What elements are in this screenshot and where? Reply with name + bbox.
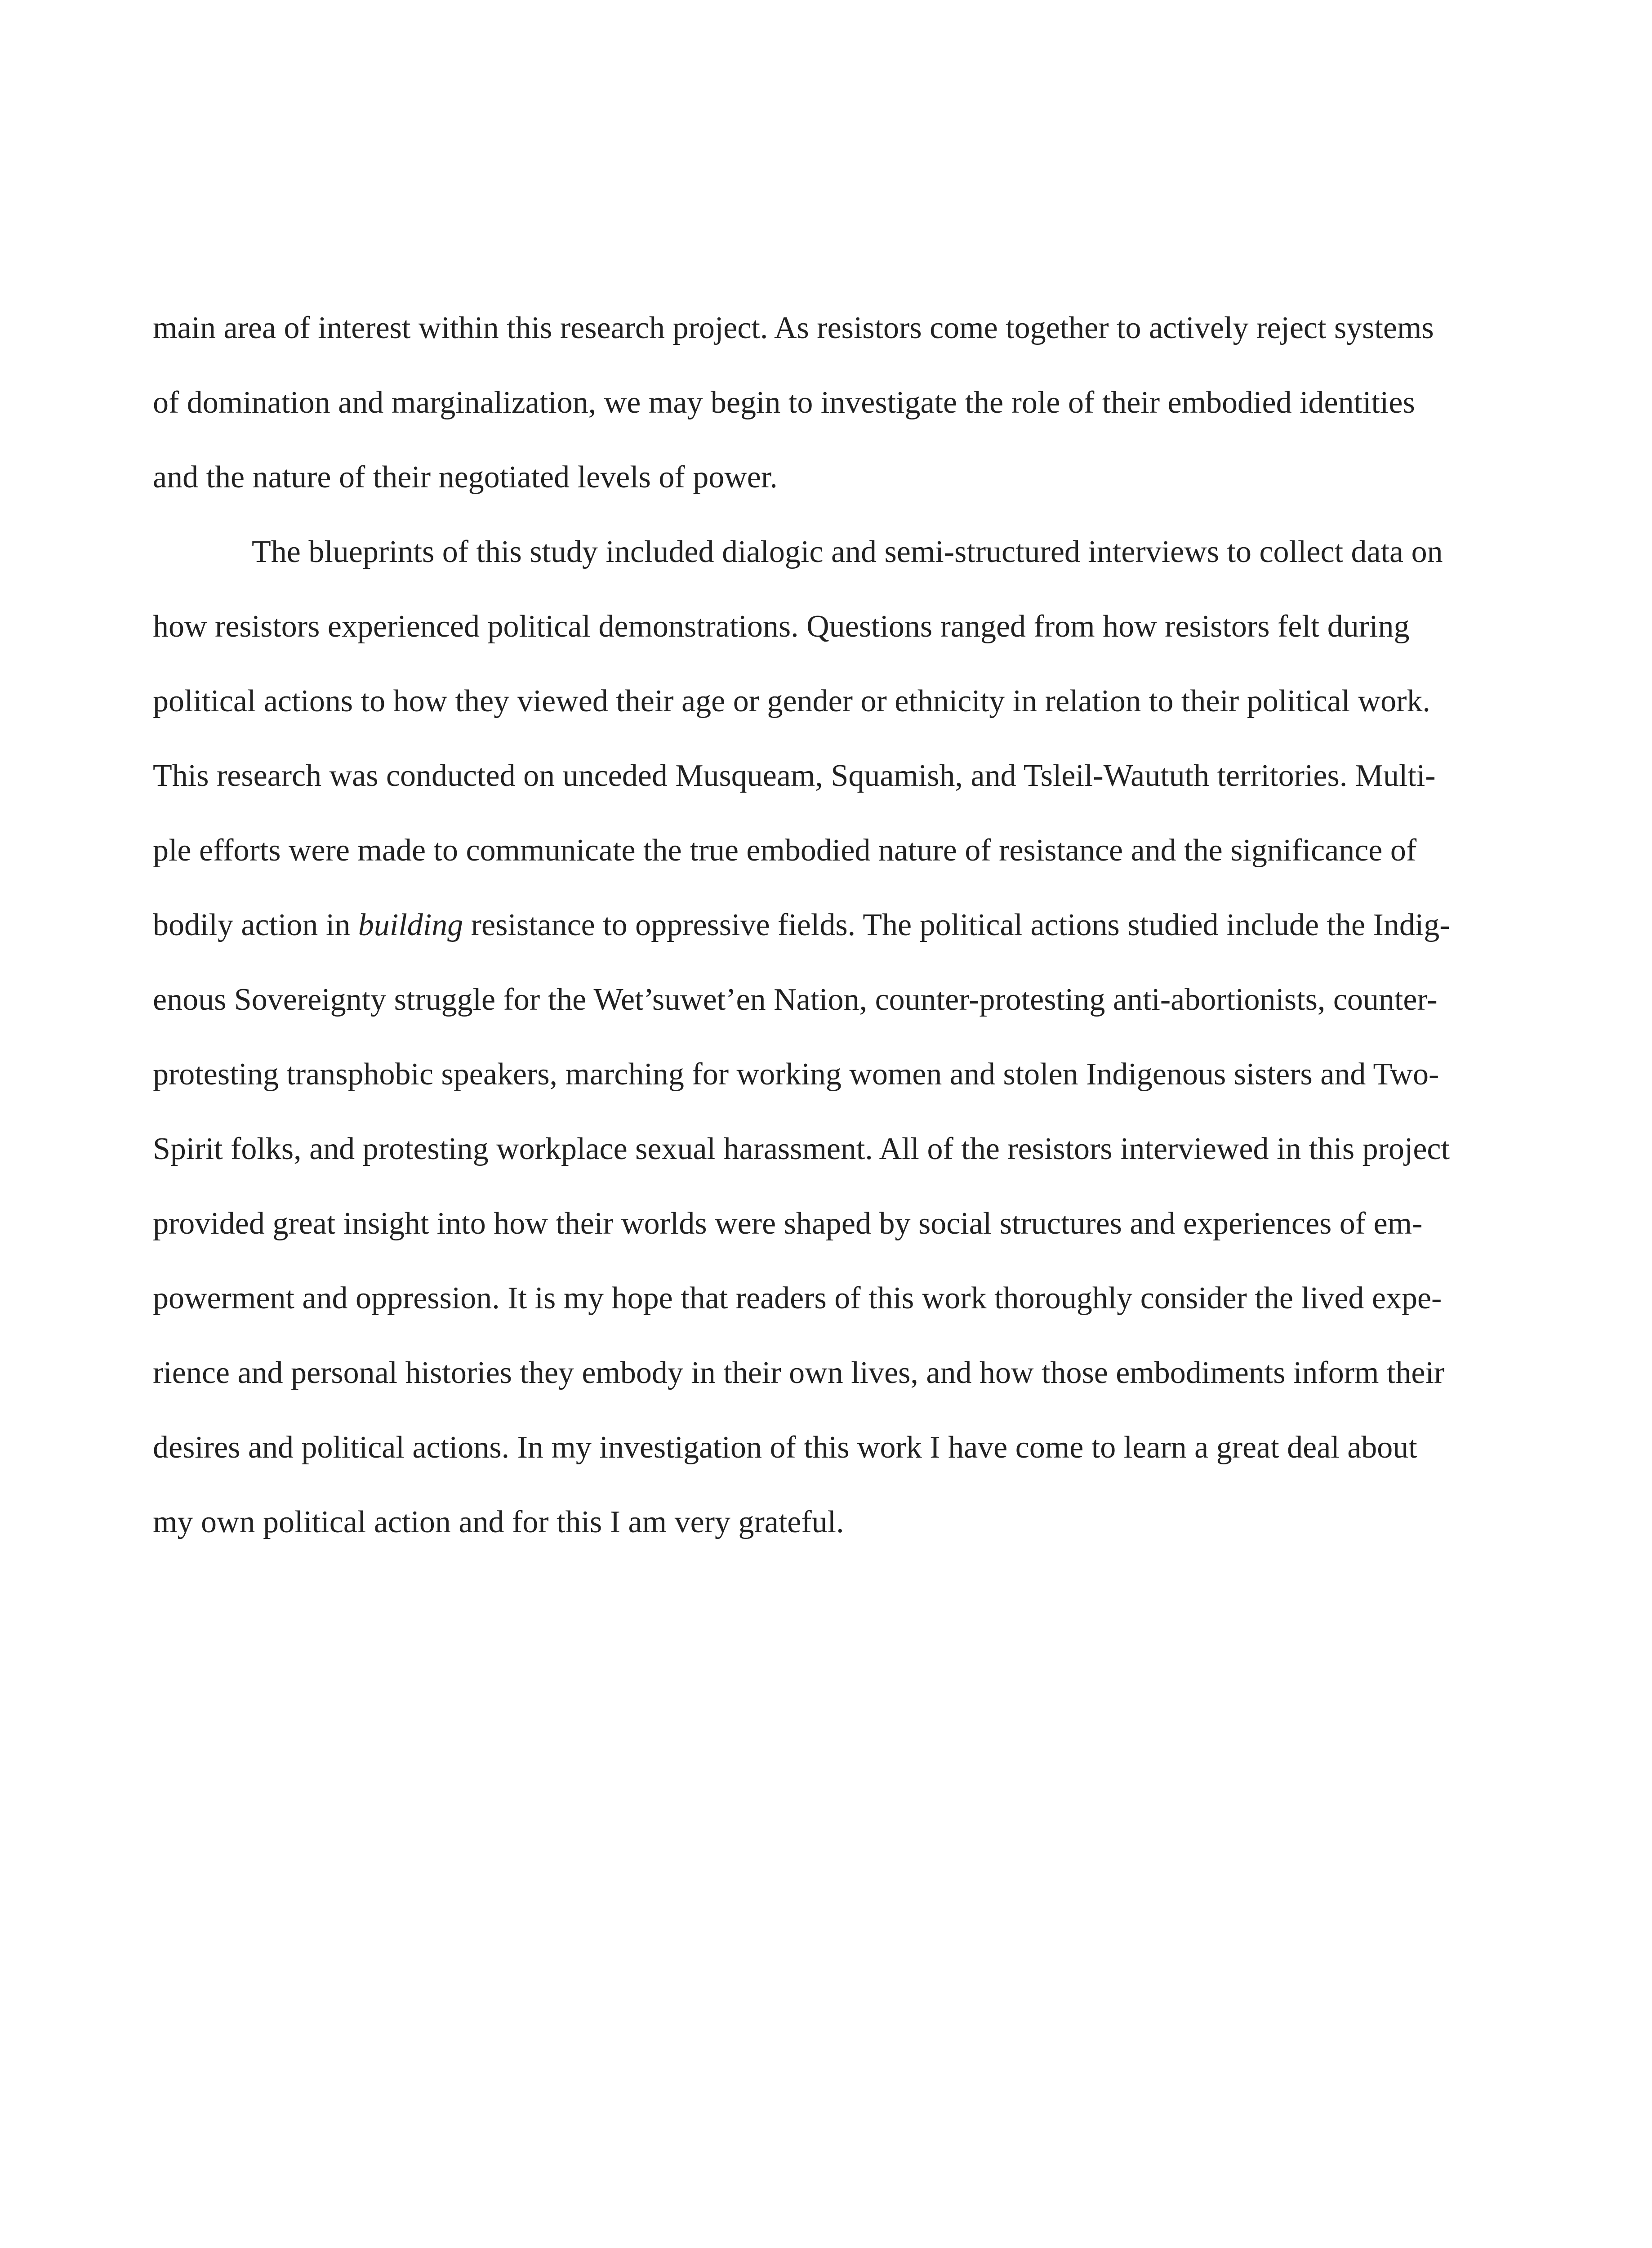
body-text — [153, 306, 1501, 1574]
text-segment: bodily action in — [153, 908, 358, 942]
text-line: enous Sovereignty struggle for the Wet’suwet’en Nation, counter-protesting anti-abortionists, counter- — [153, 982, 1438, 1017]
italic-emphasis: building — [358, 908, 463, 942]
text-line: main area of interest within this research project. As resistors come together to actively reject systems — [153, 311, 1434, 345]
text-line: and the nature of their negotiated levels of power. — [153, 460, 778, 495]
text-line: my own political action and for this I am very grateful. — [153, 1505, 844, 1539]
text-line: desires and political actions. In my investigation of this work I have come to learn a great deal about — [153, 1430, 1417, 1465]
text-line — [153, 903, 1501, 977]
text-line: rience and personal histories they embody in their own lives, and how those embodiments inform their — [153, 1356, 1445, 1390]
text-segment: resistance to oppressive fields. The political actions studied include the Indig- — [463, 908, 1450, 942]
text-line: powerment and oppression. It is my hope that readers of this work thoroughly consider the lived expe- — [153, 1281, 1442, 1316]
paragraph-2 — [153, 530, 1501, 1574]
text-line: political actions to how they viewed their age or gender or ethnicity in relation to their political work. — [153, 684, 1430, 718]
text-line: of domination and marginalization, we may begin to investigate the role of their embodied identities — [153, 385, 1415, 420]
text-line: Spirit folks, and protesting workplace sexual harassment. All of the resistors interviewed in this project — [153, 1132, 1450, 1166]
text-line: protesting transphobic speakers, marching for working women and stolen Indigenous sisters and Two- — [153, 1057, 1439, 1092]
text-line: provided great insight into how their worlds were shaped by social structures and experiences of em- — [153, 1206, 1423, 1241]
text-line: The blueprints of this study included dialogic and semi-structured interviews to collect data on — [252, 535, 1443, 569]
text-line: ple efforts were made to communicate the true embodied nature of resistance and the significance of — [153, 833, 1417, 868]
text-line: how resistors experienced political demonstrations. Questions ranged from how resistors felt during — [153, 609, 1410, 644]
text-line: This research was conducted on unceded Musqueam, Squamish, and Tsleil-Waututh territories. Multi- — [153, 758, 1436, 793]
paragraph-1 — [153, 306, 1501, 530]
